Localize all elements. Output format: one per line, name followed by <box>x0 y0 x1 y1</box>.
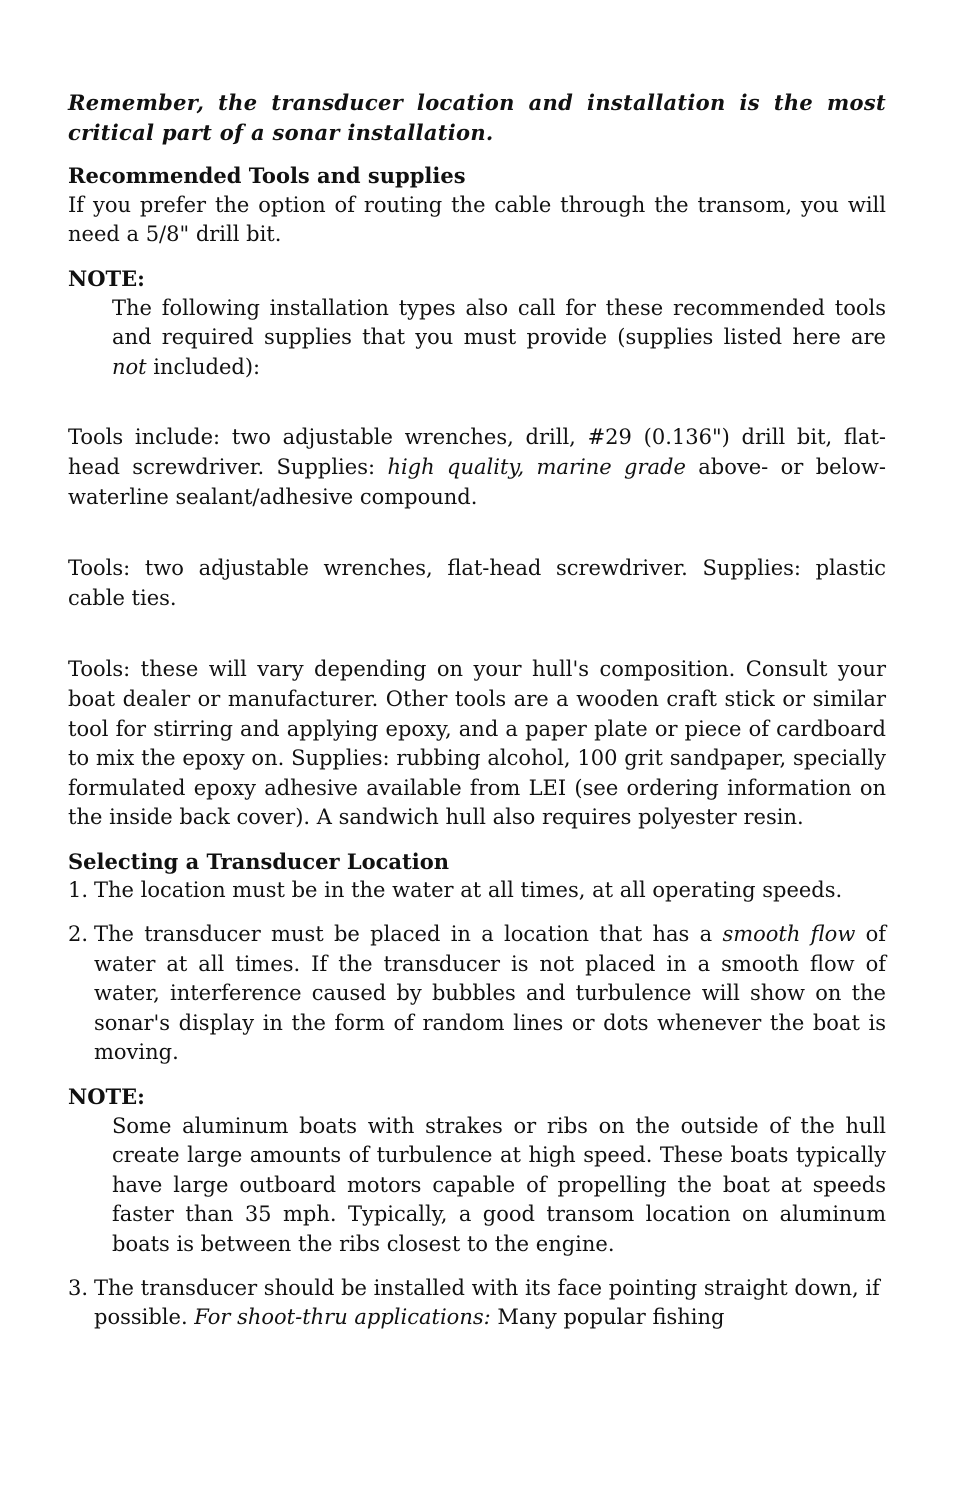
manual-page <box>68 88 886 1333</box>
transom-tools-paragraph <box>68 423 886 512</box>
note-body: Some aluminum boats with strakes or ribs on the outside of the hull create large amounts of turbulence at high speed. These boats typically have large outboard motors capable of propelling the boat at speeds faster than 35 mph. Typically, a good transom location on aluminum boats is between the ribs closest to the engine. <box>112 1113 886 1256</box>
list-text <box>94 1274 886 1333</box>
list-text-part: Many popular fishing <box>490 1305 725 1330</box>
transom-tools-emphasis: high quality, marine grade <box>387 454 686 479</box>
note-body <box>112 294 886 383</box>
tools-intro: If you prefer the option of routing the cable through the transom, you will need a 5/8" drill bit. <box>68 192 886 247</box>
location-heading: Selecting a Transducer Location <box>68 848 449 874</box>
list-text: The location must be in the water at all times, at all operating speeds. <box>94 878 843 903</box>
list-text-part: The transducer should be installed with its face pointing straight down, if possible. <box>94 1275 880 1330</box>
list-item <box>68 876 886 906</box>
intro-warning: Remember, the transducer location and installation is the most critical part of a sonar installation. <box>68 90 886 145</box>
trolling-tools-paragraph: Tools: two adjustable wrenches, flat-head screwdriver. Supplies: plastic cable ties. <box>68 556 886 610</box>
list-item <box>68 920 886 1068</box>
list-text-emphasis: For shoot-thru applications: <box>194 1305 491 1330</box>
note-text-end: included): <box>146 354 261 379</box>
list-number: 2. <box>68 922 89 947</box>
transom-tools-text-end: above- or below-waterline sealant/adhesive compound. <box>68 454 887 509</box>
note-label: NOTE: <box>68 1084 145 1110</box>
list-number: 1. <box>68 878 89 903</box>
list-text <box>94 920 886 1068</box>
list-item <box>68 1274 886 1333</box>
list-text-emphasis: smooth flow <box>722 922 856 947</box>
list-number: 3. <box>68 1275 89 1300</box>
note-label: NOTE: <box>68 265 145 291</box>
list-text-part: The transducer must be placed in a location that has a <box>94 922 723 947</box>
tools-heading: Recommended Tools and supplies <box>68 163 466 189</box>
note-text: The following installation types also call for these recommended tools and required supplies that you must provide (supplies listed here are <box>112 295 886 350</box>
list-text-part: of water at all times. If the transducer is not placed in a smooth flow of water, interference caused by bubbles and turbulence will show on the sonar's display in the form of random lines or dots whenever the boat is moving. <box>94 922 886 1065</box>
note-emphasis: not <box>112 354 147 379</box>
shootthru-tools-paragraph: Tools: these will vary depending on your hull's composition. Consult your boat dealer or manufacturer. Other tools are a wooden craft stick or similar tool for stirring and applying epoxy, and a paper plate or piece of cardboard to mix the epoxy on. Supplies: rubbing alcohol, 100 grit sandpaper, specially formulated epoxy adhesive available from LEI (see ordering information on the inside back cover). A sandwich hull also requires polyester resin. <box>68 657 886 830</box>
transom-tools-text: Tools include: two adjustable wrenches, drill, #29 (0.136") drill bit, flat-head screwdriver. Supplies: <box>68 425 886 479</box>
